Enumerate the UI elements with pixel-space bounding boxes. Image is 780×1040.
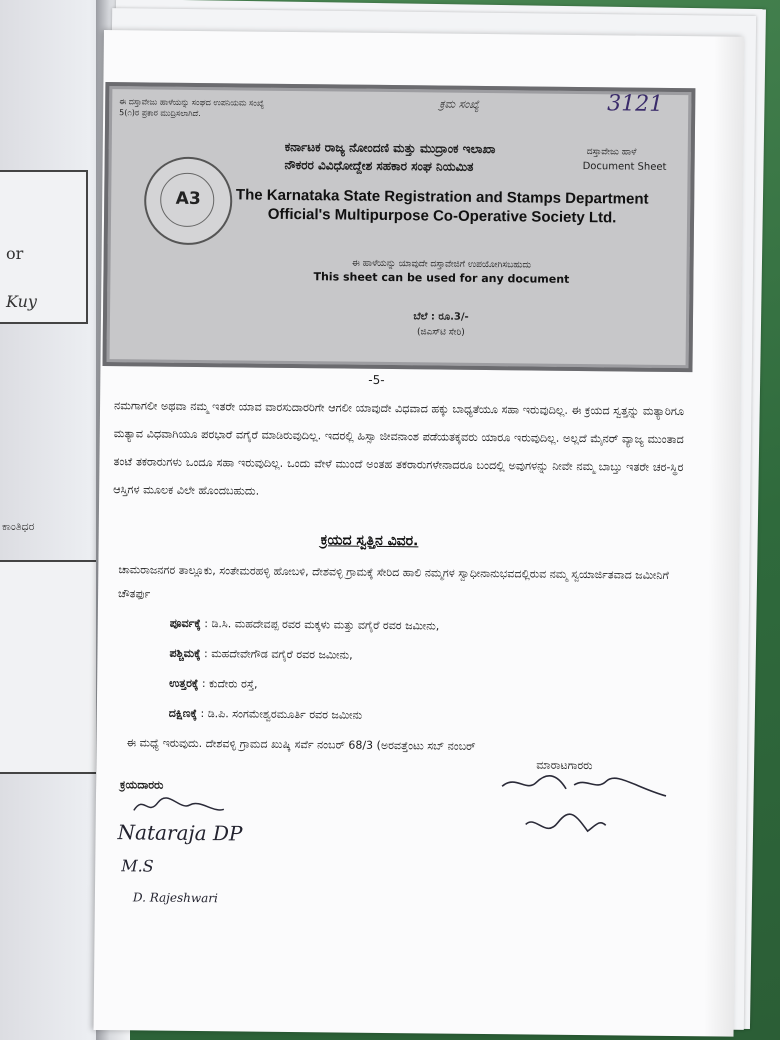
stamp-note: ಈ ದಸ್ತಾವೇಜು ಹಾಳೆಯನ್ನು ಸಂಘದ ಉಪನಿಯಮ ಸಂಖ್ಯೆ 5(೧)ರ ಪ್ರಕಾರ ಮುದ್ರಿಸಲಾಗಿದೆ. [119,97,265,119]
boundary-direction: ದಕ್ಷಿಣಕ್ಕೆ [168,706,198,721]
english-title-line: Official's Multipurpose Co-Operative Society Ltd. [267,205,617,227]
boundary-text: : ಕುದೇರು ರಸ್ತೆ, [201,677,258,691]
boundary-east [170,617,440,634]
buyer-signature-3: D. Rajeshwari [132,890,218,906]
buyer-signature-2: M.S [121,856,154,876]
seller-signature [495,764,676,856]
boundary-west [169,647,352,663]
buyer-signature-1: Nataraja DP [117,820,243,846]
seal-code: A3 [175,188,201,210]
kannada-title-line: ನೌಕರರ ವಿವಿಧೋದ್ದೇಶ ಸಹಕಾರ ಸಂಘ ನಿಯಮಿತ [284,157,474,174]
stamp-price: ಬೆಲೆ : ರೂ.3/- [413,311,469,323]
kannada-title-line: ಕರ್ನಾಟಕ ರಾಜ್ಯ ನೋಂದಣಿ ಮತ್ತು ಮುದ್ರಾಂಕ ಇಲಾಖಾ [284,139,496,157]
document-page [94,30,744,1037]
boundary-text: : ಡಿ.ಸಿ. ಮಹದೇವಪ್ಪ ರವರ ಮಕ್ಕಳು ಮತ್ತು ವಗೈರೆ ರವರ ಜಮೀನು, [204,617,440,633]
body-paragraph: ನಮಗಾಗಲೀ ಅಥವಾ ನಮ್ಮ ಇತರೇ ಯಾವ ವಾರಸುದಾರರಿಗೇ ಆಗಲೀ ಯಾವುದೇ ವಿಧವಾದ ಹಕ್ಕು ಬಾಧ್ಯತೆಯೂ ಸಹಾ ಇರುವುದಿಲ್ಲ. ಈ ಕ್ರಯದ ಸ್ವತ್ತನ್ನು ಮತ್ಯಾರಿಗೂ ಮತ್ಯಾವ ವಿಧವಾಗಿಯೂ ಪರಭಾರೆ ವಗೈರೆ ಮಾಡಿರುವುದಿಲ್ಲ. ಇದರಲ್ಲಿ ಹಿಸ್ಸಾ ಜೀವನಾಂಶ ಪಡೆಯತಕ್ಕವರು ಯಾರೂ ಇರುವುದಿಲ್ಲ. ಅಲ್ಲದೆ ಮೈನರ್ ವ್ಯಾಜ್ಯ ಮುಂತಾದ ತಂಟೆ ತಕರಾರುಗಳು ಒಂದೂ ಸಹಾ ಇರುವುದಿಲ್ಲ. ಒಂದು ವೇಳೆ ಮುಂದೆ ಅಂತಹ ತಕರಾರುಗಳೇನಾದರೂ ಬಂದಲ್ಲಿ ಅವುಗಳನ್ನು ನೀವೇ ನಮ್ಮ ಬಾಬ್ತು ಇತರೇ ಚರ-ಸ್ಥಿರ ಆಸ್ತಿಗಳ ಮೂಲಕ ವಿಲೇ ಹೊಂದಬಹುದು. [113,399,685,498]
english-title [232,185,652,227]
serial-label: ಕ್ರಮ ಸಂಖ್ಯೆ [439,97,480,111]
boundary-south [169,707,362,723]
stamp-header [102,82,695,372]
schedule-intro: ಚಾಮರಾಜನಗರ ತಾಲ್ಲೂಕು, ಸಂತೇಮರಹಳ್ಳಿ ಹೋಬಳಿ, ದೇಶವಳ್ಳಿ ಗ್ರಾಮಕ್ಕೆ ಸೇರಿದ ಹಾಲಿ ನಮ್ಮಗಳ ಸ್ವಾಧೀನಾನುಭವದಲ್ಲಿರುವ ನಮ್ಮ ಸ್ವಯಾರ್ಜಿತವಾದ ಜಮೀನಿಗೆ ಚೌತರ್ಫು [118,563,669,601]
serial-number: 3121 [607,91,664,117]
society-seal [144,156,233,245]
closing-line: ಈ ಮಧ್ಯೆ ಇರುವುದು. ದೇಶವಳ್ಳಿ ಗ್ರಾಮದ ಖುಷ್ಕಿ ಸರ್ವೆ ನಂಬರ್ 68/3 (ಅರವತ್ತೆಂಟು ಸಬ್ ನಂಬರ್ [126,736,476,753]
buyer-label: ಕ್ರಯದಾರರು [120,778,164,792]
boundary-north [169,677,258,692]
buyer-signature-initials [130,790,230,821]
left-page-fragment: ಕಾಂತಿಧರ [2,520,35,533]
left-page-fragment: or [6,244,24,263]
kannada-usage-note: ಈ ಹಾಳೆಯನ್ನು ಯಾವುದೇ ದಸ್ತಾವೇಜಿಗೆ ಉಪಯೋಗಿಸಬಹುದು [351,258,532,271]
boundary-direction: ಪೂರ್ವಕ್ಕೆ [169,616,201,631]
boundary-text: : ಮಹದೇವೇಗೌಡ ವಗೈರೆ ರವರ ಜಮೀನು, [203,647,353,662]
boundary-direction: ಉತ್ತರಕ್ಕೆ [169,676,199,691]
english-usage-note: This sheet can be used for any document [313,270,570,286]
left-page-fragment: Kuy [6,292,37,311]
doc-sheet-english: Document Sheet [582,161,667,173]
english-title-line: The Karnataka State Registration and Stamps Department [235,186,649,208]
page-number: -5- [368,372,385,387]
kannada-title [285,138,585,177]
doc-sheet-kannada: ದಸ್ತಾವೇಜು ಹಾಳೆ [586,147,637,158]
schedule-heading: ಕ್ರಯದ ಸ್ವತ್ತಿನ ವಿವರ. [320,532,419,550]
boundary-text: : ಡಿ.ಪಿ. ಸಂಗಮೇಶ್ವರಮೂರ್ತಿ ರವರ ಜಮೀನು [200,707,363,722]
seller-label: ಮಾರಾಟಗಾರರು [536,758,593,773]
gst-note: (ಜಿಎಸ್‌ಟಿ ಸೇರಿ) [416,327,465,338]
boundary-direction: ಪಶ್ಚಿಮಕ್ಕೆ [169,646,201,661]
